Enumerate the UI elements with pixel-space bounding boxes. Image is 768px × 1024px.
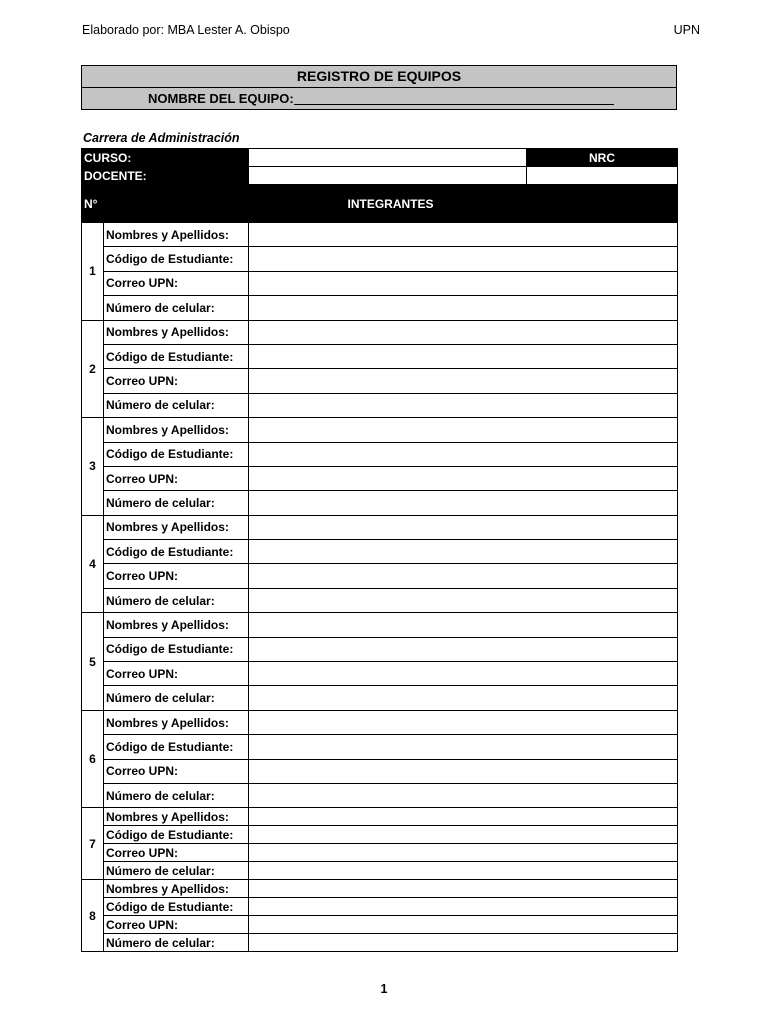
member-field-input[interactable] bbox=[249, 540, 678, 564]
member-row bbox=[82, 515, 678, 539]
docente-row bbox=[82, 167, 678, 185]
docente-label: DOCENTE: bbox=[82, 167, 249, 185]
member-field-input[interactable] bbox=[249, 783, 678, 807]
member-field-label: Correo UPN: bbox=[104, 759, 249, 783]
member-row bbox=[82, 393, 678, 417]
member-number: 7 bbox=[82, 808, 104, 880]
member-row bbox=[82, 662, 678, 686]
member-field-label: Nombres y Apellidos: bbox=[104, 418, 249, 442]
member-field-input[interactable] bbox=[249, 934, 678, 952]
member-field-label: Código de Estudiante: bbox=[104, 826, 249, 844]
member-field-label: Número de celular: bbox=[104, 588, 249, 612]
member-row bbox=[82, 710, 678, 734]
member-number: 6 bbox=[82, 710, 104, 808]
member-field-label: Código de Estudiante: bbox=[104, 637, 249, 661]
member-row bbox=[82, 808, 678, 826]
member-field-label: Número de celular: bbox=[104, 296, 249, 320]
member-field-label: Correo UPN: bbox=[104, 844, 249, 862]
career-label: Carrera de Administración bbox=[83, 131, 240, 145]
title-box bbox=[81, 65, 677, 110]
member-field-input[interactable] bbox=[249, 223, 678, 247]
member-row bbox=[82, 491, 678, 515]
docente-field[interactable] bbox=[249, 167, 527, 185]
member-field-input[interactable] bbox=[249, 862, 678, 880]
member-field-input[interactable] bbox=[249, 613, 678, 637]
member-row bbox=[82, 735, 678, 759]
member-field-input[interactable] bbox=[249, 735, 678, 759]
page-number: 1 bbox=[380, 982, 388, 996]
member-row bbox=[82, 759, 678, 783]
team-registration-table bbox=[81, 148, 678, 952]
member-field-input[interactable] bbox=[249, 296, 678, 320]
nrc-label: NRC bbox=[527, 149, 678, 167]
header-institution: UPN bbox=[673, 23, 700, 37]
member-field-label: Correo UPN: bbox=[104, 271, 249, 295]
member-row bbox=[82, 844, 678, 862]
member-field-label: Nombres y Apellidos: bbox=[104, 710, 249, 734]
curso-field[interactable] bbox=[249, 149, 527, 167]
member-field-label: Número de celular: bbox=[104, 491, 249, 515]
member-row bbox=[82, 320, 678, 344]
member-row bbox=[82, 247, 678, 271]
member-field-input[interactable] bbox=[249, 491, 678, 515]
member-field-input[interactable] bbox=[249, 588, 678, 612]
member-field-label: Código de Estudiante: bbox=[104, 442, 249, 466]
member-field-input[interactable] bbox=[249, 662, 678, 686]
member-number: 2 bbox=[82, 320, 104, 418]
member-row bbox=[82, 271, 678, 295]
member-row bbox=[82, 862, 678, 880]
member-field-input[interactable] bbox=[249, 247, 678, 271]
member-field-input[interactable] bbox=[249, 344, 678, 368]
member-row bbox=[82, 880, 678, 898]
member-field-label: Nombres y Apellidos: bbox=[104, 808, 249, 826]
member-field-input[interactable] bbox=[249, 369, 678, 393]
member-row bbox=[82, 826, 678, 844]
member-field-input[interactable] bbox=[249, 418, 678, 442]
member-field-input[interactable] bbox=[249, 898, 678, 916]
curso-row bbox=[82, 149, 678, 167]
member-field-label: Número de celular: bbox=[104, 393, 249, 417]
member-field-input[interactable] bbox=[249, 844, 678, 862]
member-field-input[interactable] bbox=[249, 442, 678, 466]
member-field-input[interactable] bbox=[249, 826, 678, 844]
header-author: Elaborado por: MBA Lester A. Obispo bbox=[82, 23, 290, 37]
member-row bbox=[82, 540, 678, 564]
member-row bbox=[82, 613, 678, 637]
nrc-field[interactable] bbox=[527, 167, 678, 185]
members-header: INTEGRANTES bbox=[104, 185, 678, 223]
member-row bbox=[82, 466, 678, 490]
member-field-input[interactable] bbox=[249, 466, 678, 490]
member-number: 5 bbox=[82, 613, 104, 711]
member-field-input[interactable] bbox=[249, 320, 678, 344]
member-row bbox=[82, 637, 678, 661]
member-field-label: Correo UPN: bbox=[104, 662, 249, 686]
member-row bbox=[82, 296, 678, 320]
member-row bbox=[82, 369, 678, 393]
member-field-label: Correo UPN: bbox=[104, 916, 249, 934]
member-field-input[interactable] bbox=[249, 564, 678, 588]
member-field-label: Código de Estudiante: bbox=[104, 540, 249, 564]
member-field-input[interactable] bbox=[249, 759, 678, 783]
member-field-label: Correo UPN: bbox=[104, 466, 249, 490]
member-field-label: Código de Estudiante: bbox=[104, 344, 249, 368]
member-field-input[interactable] bbox=[249, 271, 678, 295]
curso-label: CURSO: bbox=[82, 149, 249, 167]
member-row bbox=[82, 783, 678, 807]
member-field-label: Nombres y Apellidos: bbox=[104, 613, 249, 637]
member-field-label: Código de Estudiante: bbox=[104, 898, 249, 916]
member-row bbox=[82, 344, 678, 368]
member-number: 4 bbox=[82, 515, 104, 613]
member-field-label: Número de celular: bbox=[104, 783, 249, 807]
page-title: REGISTRO DE EQUIPOS bbox=[82, 66, 676, 88]
member-row bbox=[82, 223, 678, 247]
member-field-input[interactable] bbox=[249, 393, 678, 417]
member-field-label: Número de celular: bbox=[104, 862, 249, 880]
member-field-label: Nombres y Apellidos: bbox=[104, 320, 249, 344]
member-field-label: Código de Estudiante: bbox=[104, 247, 249, 271]
member-row bbox=[82, 934, 678, 952]
member-field-input[interactable] bbox=[249, 808, 678, 826]
member-row bbox=[82, 686, 678, 710]
member-row bbox=[82, 418, 678, 442]
member-field-label: Correo UPN: bbox=[104, 564, 249, 588]
team-name-label: NOMBRE DEL EQUIPO: bbox=[148, 91, 294, 106]
member-field-label: Nombres y Apellidos: bbox=[104, 515, 249, 539]
team-name-input-line[interactable] bbox=[294, 90, 614, 105]
member-field-input[interactable] bbox=[249, 916, 678, 934]
member-number: 8 bbox=[82, 880, 104, 952]
number-header: N° bbox=[82, 185, 104, 223]
member-row bbox=[82, 588, 678, 612]
member-field-input[interactable] bbox=[249, 515, 678, 539]
members-header-row bbox=[82, 185, 678, 223]
member-field-label: Número de celular: bbox=[104, 934, 249, 952]
member-row bbox=[82, 442, 678, 466]
member-row bbox=[82, 916, 678, 934]
member-number: 1 bbox=[82, 223, 104, 321]
member-number: 3 bbox=[82, 418, 104, 516]
team-name-row bbox=[82, 88, 676, 109]
member-field-label: Nombres y Apellidos: bbox=[104, 880, 249, 898]
member-field-label: Nombres y Apellidos: bbox=[104, 223, 249, 247]
member-row bbox=[82, 564, 678, 588]
member-field-input[interactable] bbox=[249, 637, 678, 661]
member-field-label: Número de celular: bbox=[104, 686, 249, 710]
member-field-label: Correo UPN: bbox=[104, 369, 249, 393]
member-field-label: Código de Estudiante: bbox=[104, 735, 249, 759]
member-field-input[interactable] bbox=[249, 686, 678, 710]
member-field-input[interactable] bbox=[249, 710, 678, 734]
member-row bbox=[82, 898, 678, 916]
member-field-input[interactable] bbox=[249, 880, 678, 898]
